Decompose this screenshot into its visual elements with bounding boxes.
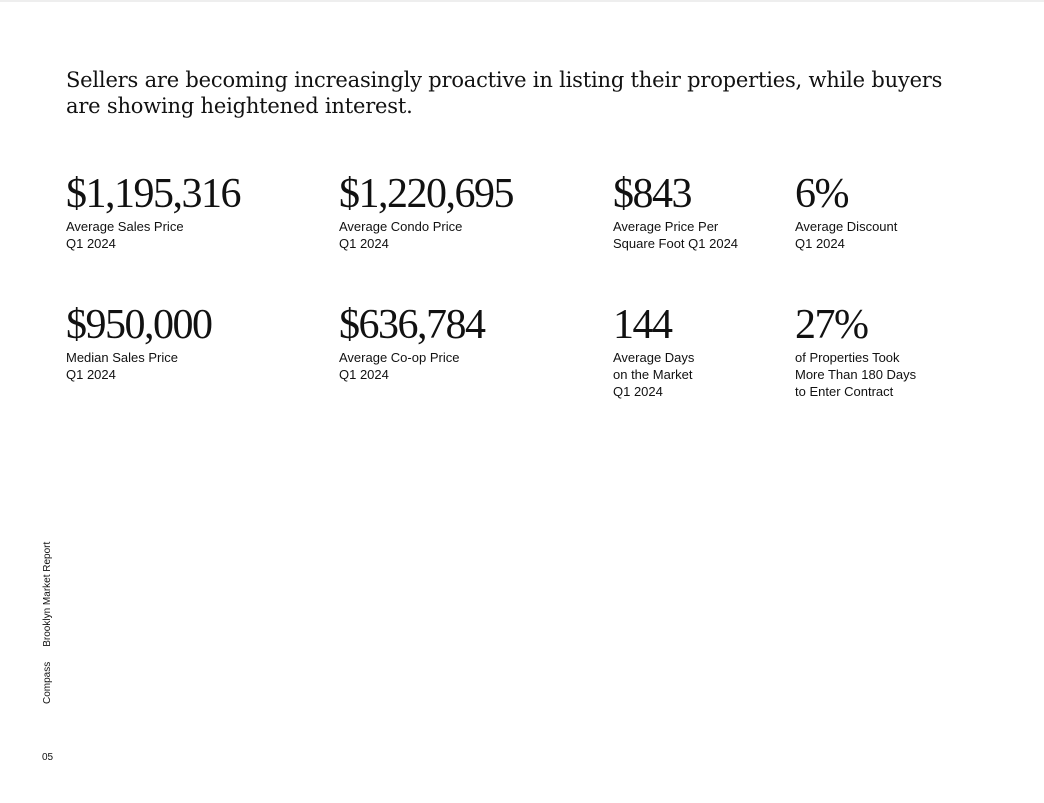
stat-value: 6% <box>795 171 848 217</box>
side-footer <box>42 542 54 704</box>
stat-value: $950,000 <box>66 302 212 348</box>
stat-label: Median Sales Price Q1 2024 <box>66 350 178 382</box>
stat-value: 144 <box>613 302 672 348</box>
stat-average-price-per-square-foot <box>613 172 738 252</box>
stat-label: Average Condo Price Q1 2024 <box>339 219 463 251</box>
stat-value: 27% <box>795 302 868 348</box>
stat-average-sales-price <box>66 172 240 252</box>
stat-label: Average Days on the Market Q1 2024 <box>613 350 695 399</box>
stat-average-coop-price <box>339 303 485 383</box>
stat-value: $1,220,695 <box>339 171 513 217</box>
top-divider <box>0 0 1044 2</box>
stat-label: Average Sales Price Q1 2024 <box>66 219 184 251</box>
stat-label: Average Price Per Square Foot Q1 2024 <box>613 219 739 251</box>
stat-value: $1,195,316 <box>66 171 240 217</box>
stat-label: of Properties Took More Than 180 Days to Enter Contract <box>795 350 917 399</box>
stat-average-discount <box>795 172 897 252</box>
intro-paragraph: Sellers are becoming increasingly proactive in listing their properties, while buyers are showing heightened interest. <box>66 68 943 118</box>
stat-average-days-on-market <box>613 303 694 400</box>
stat-median-sales-price <box>66 303 212 383</box>
report-title: Brooklyn Market Report <box>42 541 53 647</box>
stat-properties-over-180-days <box>795 303 916 400</box>
page-number: 05 <box>42 752 54 763</box>
stat-value: $843 <box>613 171 691 217</box>
stat-average-condo-price <box>339 172 513 252</box>
stat-label: Average Co-op Price Q1 2024 <box>339 350 460 382</box>
brand-name: Compass <box>42 661 53 704</box>
stat-label: Average Discount Q1 2024 <box>795 219 898 251</box>
stat-value: $636,784 <box>339 302 485 348</box>
